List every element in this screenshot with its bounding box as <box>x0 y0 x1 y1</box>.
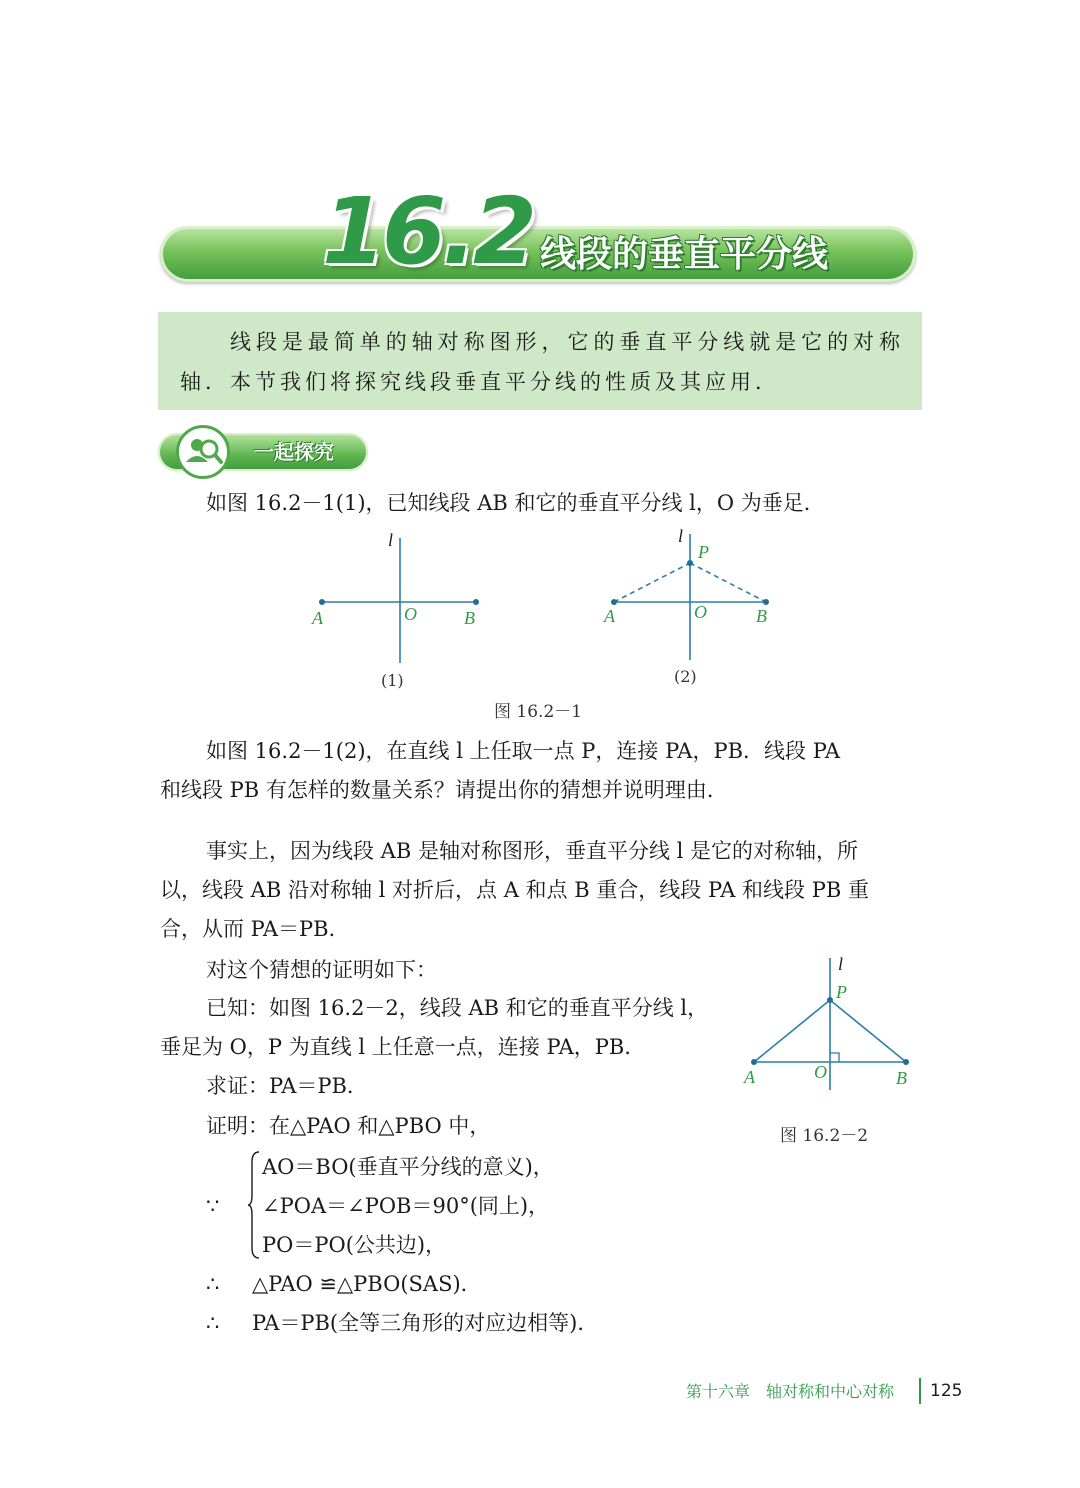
label-o: O <box>404 604 417 624</box>
paragraph-explanation-line2: 以，线段 AB 沿对称轴 l 对折后，点 A 和点 B 重合，线段 PA 和线段 PB 重 <box>160 878 869 902</box>
point-b <box>763 599 769 605</box>
condition-2: ∠POA＝∠POB＝90°(同上)， <box>262 1194 550 1218</box>
label-o: O <box>694 602 707 622</box>
therefore-symbol-1: ∴ <box>206 1272 220 1296</box>
conclusion-2: PA＝PB(全等三角形的对应边相等)． <box>252 1311 599 1335</box>
figure-caption-16-2-2: 图 16.2－2 <box>780 1126 869 1146</box>
paragraph-question-line2: 和线段 PB 有怎样的数量关系？请提出你的猜想并说明理由． <box>160 778 728 802</box>
point-p <box>827 997 833 1003</box>
label-l: l <box>678 526 684 546</box>
brace <box>248 1150 260 1260</box>
segment-pa <box>754 1000 830 1062</box>
point-a <box>751 1059 757 1065</box>
proof-lead: 对这个猜想的证明如下： <box>206 958 437 982</box>
paragraph-explanation-line1: 事实上，因为线段 AB 是轴对称图形，垂直平分线 l 是它的对称轴，所 <box>206 839 859 863</box>
section-title: 线段的垂直平分线 <box>540 234 829 275</box>
point-p <box>687 560 693 566</box>
paragraph-explanation-line3: 合，从而 PA＝PB． <box>160 917 350 941</box>
therefore-symbol-2: ∴ <box>206 1311 220 1335</box>
conclusion-1: △PAO ≌△PBO(SAS)． <box>252 1272 482 1296</box>
given-line1: 已知：如图 16.2－2，线段 AB 和它的垂直平分线 l， <box>206 996 709 1020</box>
label-l: l <box>388 530 394 550</box>
sub-caption-1: (1) <box>381 671 404 690</box>
segment-pb <box>830 1000 906 1062</box>
footer-divider <box>919 1378 921 1404</box>
figure-16-2-1-part2 <box>590 520 790 690</box>
point-b <box>473 599 479 605</box>
label-o: O <box>814 1062 827 1082</box>
because-symbol: ∵ <box>206 1194 220 1218</box>
sub-caption-2: (2) <box>674 667 697 686</box>
paragraph-question-line1: 如图 16.2－1(2)，在直线 l 上任取一点 P，连接 PA，PB．线段 PA <box>206 739 841 763</box>
point-a <box>319 599 325 605</box>
footer-chapter: 第十六章 轴对称和中心对称 <box>686 1382 895 1401</box>
prove-statement: 求证：PA＝PB． <box>206 1074 368 1098</box>
figure-16-2-2 <box>736 950 926 1100</box>
label-l: l <box>838 954 844 974</box>
label-b: B <box>464 608 475 628</box>
segment-pb <box>690 563 766 602</box>
magnifier-people-icon <box>176 425 230 479</box>
condition-3: PO＝PO(公共边)， <box>262 1233 447 1257</box>
label-p: P <box>698 542 709 562</box>
point-b <box>903 1059 909 1065</box>
intro-text: 线段是最简单的轴对称图形，它的垂直平分线就是它的对称轴．本节我们将探究线段垂直平分线的性质及其应用． <box>180 330 904 394</box>
point-a <box>611 599 617 605</box>
label-a: A <box>604 606 615 626</box>
explore-label: 一起探究 <box>254 440 334 464</box>
figure-caption-16-2-1: 图 16.2－1 <box>494 702 583 722</box>
proof-intro: 证明：在△PAO 和△PBO 中， <box>206 1114 491 1138</box>
right-angle-mark <box>830 1053 839 1062</box>
label-a: A <box>312 608 323 628</box>
paragraph-figure-intro: 如图 16.2－1(1)，已知线段 AB 和它的垂直平分线 l，O 为垂足． <box>206 491 825 515</box>
section-number: 16.2 <box>322 178 533 285</box>
given-line2: 垂足为 O，P 为直线 l 上任意一点，连接 PA，PB． <box>160 1035 646 1059</box>
page-number: 125 <box>930 1381 963 1401</box>
label-b: B <box>896 1068 907 1088</box>
label-b: B <box>756 606 767 626</box>
label-p: P <box>836 982 847 1002</box>
condition-1: AO＝BO(垂直平分线的意义)， <box>262 1155 554 1179</box>
label-a: A <box>744 1067 755 1087</box>
segment-pa <box>614 563 690 602</box>
